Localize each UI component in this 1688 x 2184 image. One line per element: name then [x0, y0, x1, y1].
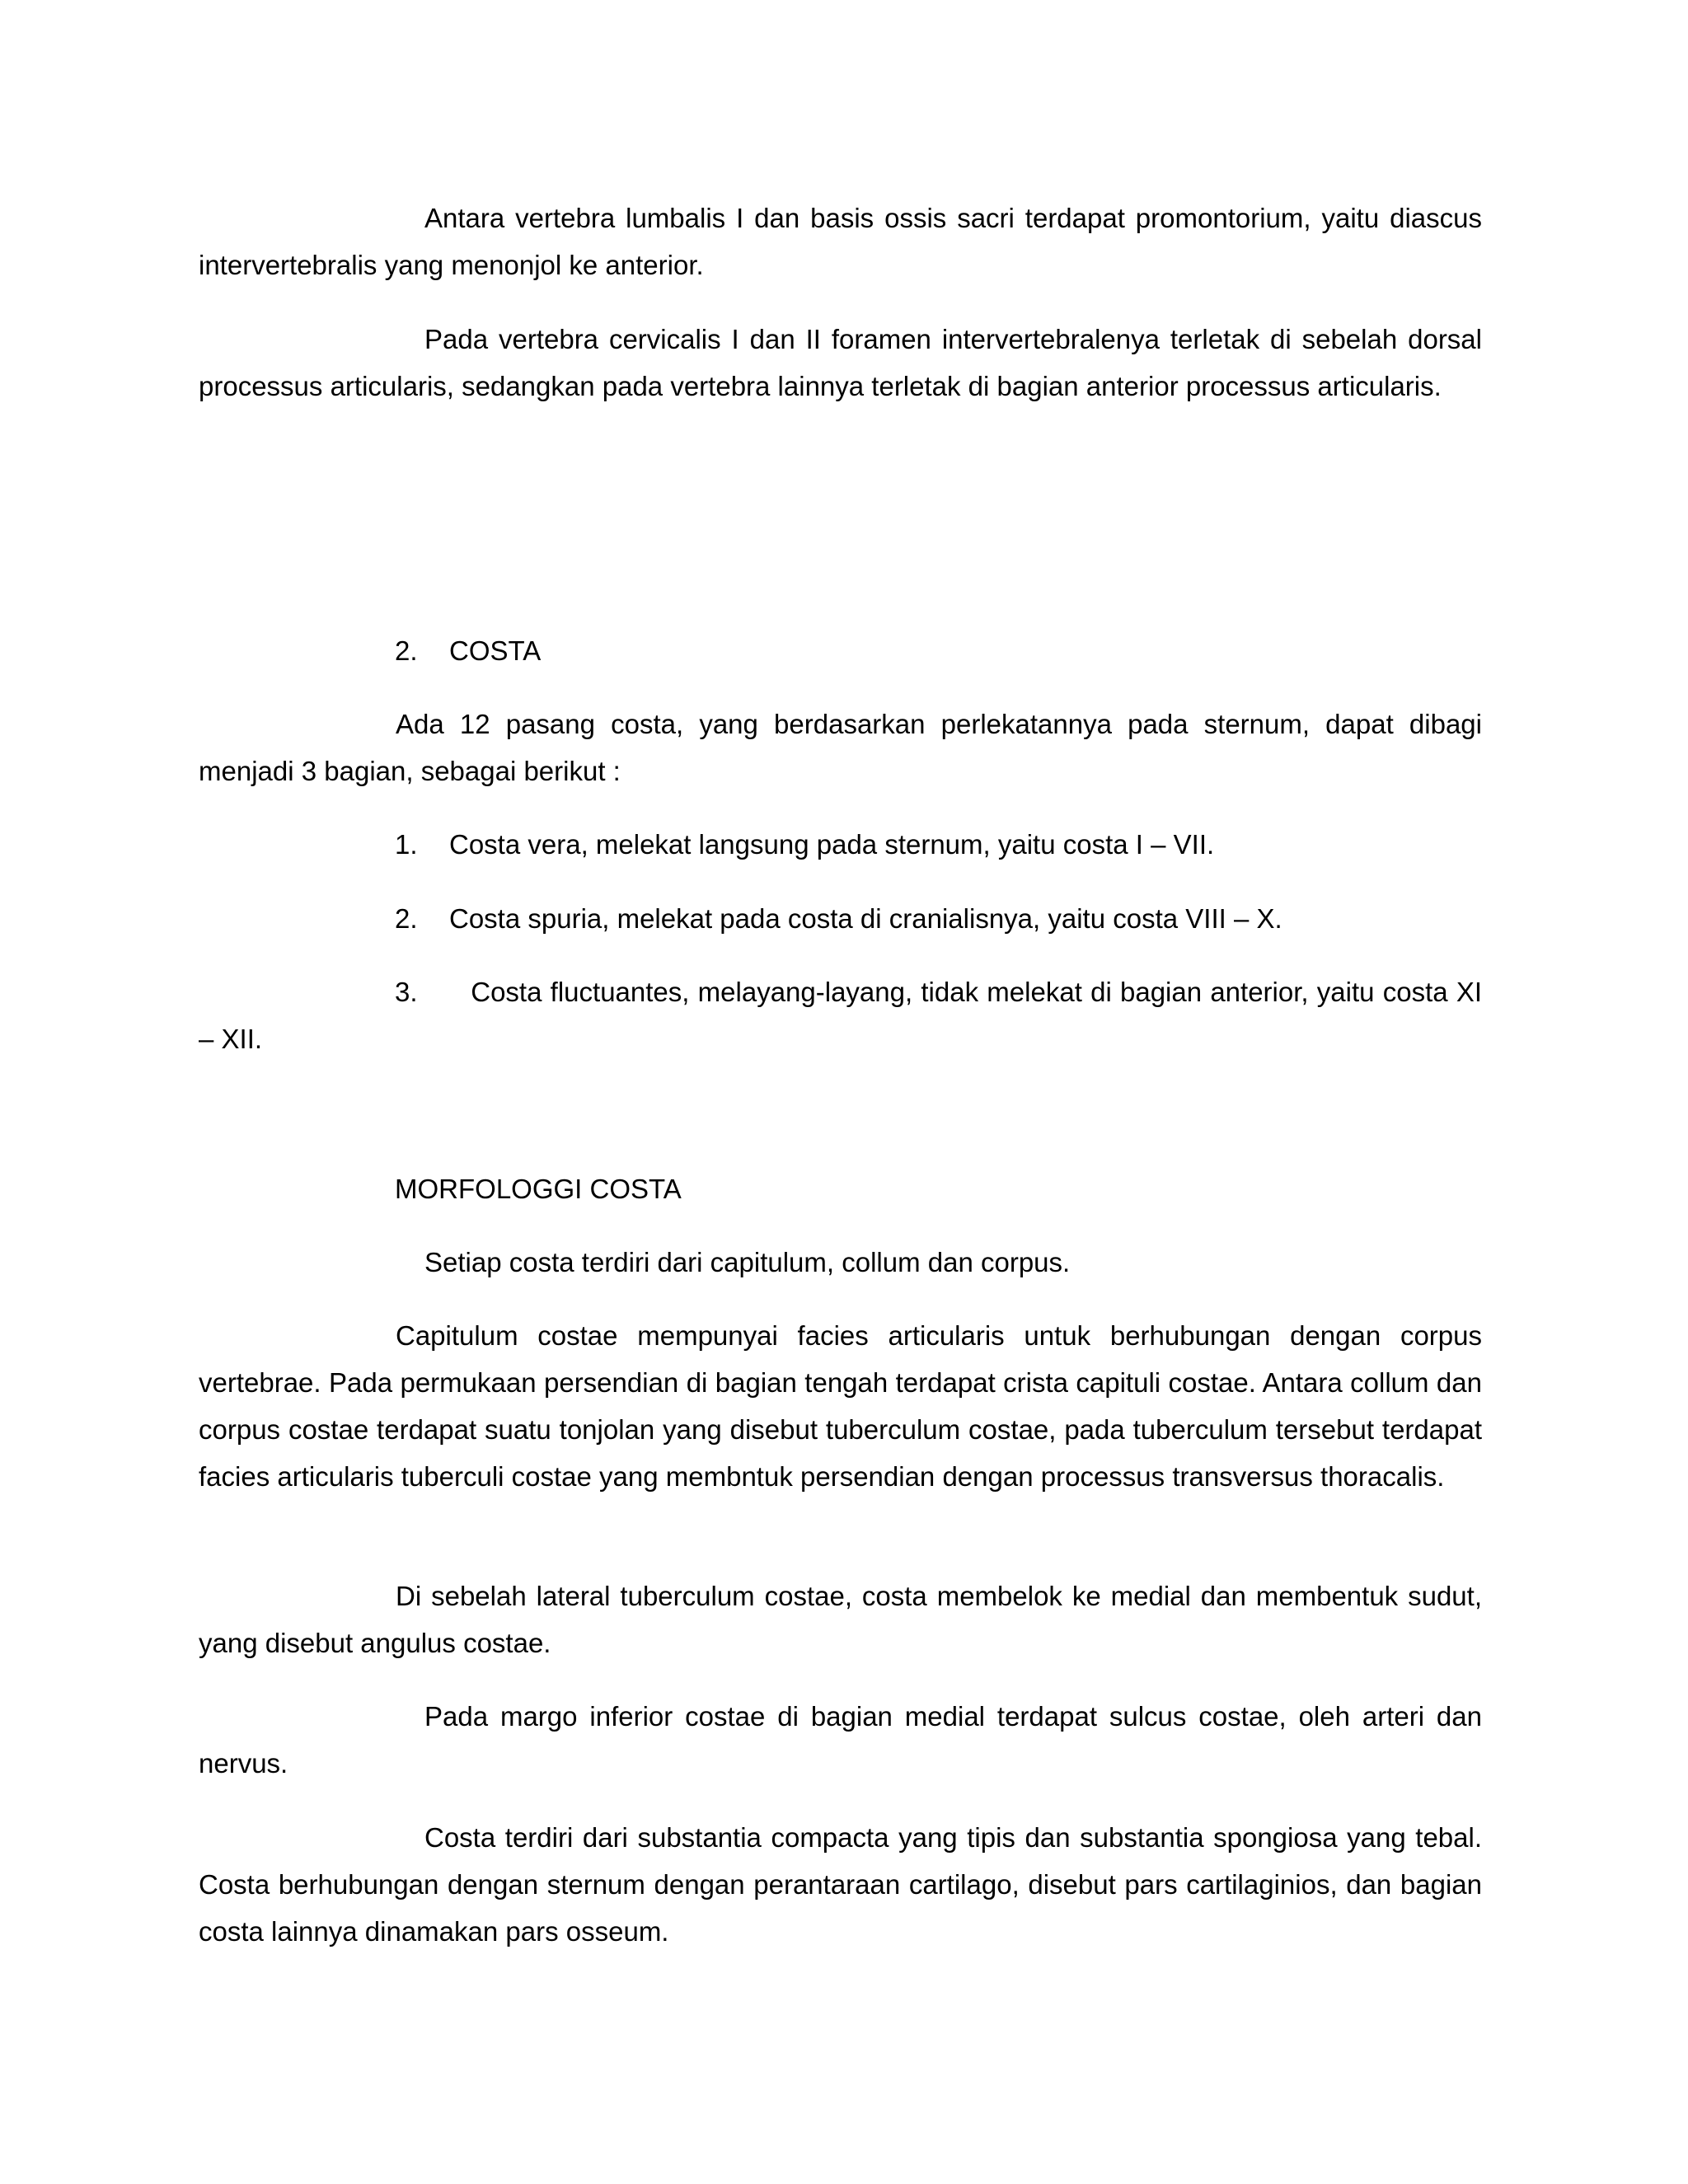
paragraph-substantia: Costa terdiri dari substantia compacta yang tipis dan substantia spongiosa yang tebal. Costa berhubungan dengan sternum dengan perantaraan cartilago, disebut pars cartilaginios, dan bagian costa lainnya dinamakan pars osseum. [199, 1822, 1482, 1947]
section-heading-costa [0, 627, 1688, 674]
section-number: 2. [395, 635, 418, 666]
list-item-text: Costa spuria, melekat pada costa di cranialisnya, yaitu costa VIII – X. [449, 903, 1282, 934]
paragraph-sulcus-costae: Pada margo inferior costae di bagian medial terdapat sulcus costae, oleh arteri dan nervus. [199, 1701, 1482, 1779]
list-item [0, 895, 1688, 942]
paragraph-capitulum-costae: Capitulum costae mempunyai facies articularis untuk berhubungan dengan corpus vertebrae. Pada permukaan persendian di bagian tengah terdapat crista capituli costae. Antara collum dan corpus costae terdapat suatu tonjolan yang disebut tuberculum costae, pada tuberculum tersebut terdapat facies articularis tuberculi costae yang membntuk persendian dengan processus transversus thoracalis. [199, 1320, 1482, 1492]
section-heading-morfologi: MORFOLOGGI COSTA [395, 1174, 682, 1204]
paragraph-setiap-costa: Setiap costa terdiri dari capitulum, collum dan corpus. [424, 1247, 1071, 1277]
paragraph-foramen-intervertebrale: Pada vertebra cervicalis I dan II foramen intervertebralenya terletak di sebelah dorsal processus articularis, sedangkan pada vertebra lainnya terletak di bagian anterior processus articularis. [199, 324, 1482, 401]
paragraph-promontorium: Antara vertebra lumbalis I dan basis ossis sacri terdapat promontorium, yaitu diascus intervertebralis yang menonjol ke anterior. [199, 203, 1482, 280]
list-item-number: 3. [395, 977, 418, 1007]
list-item-number: 2. [395, 903, 418, 934]
paragraph-pasang-costa: Ada 12 pasang costa, yang berdasarkan perlekatannya pada sternum, dapat dibagi menjadi 3 bagian, sebagai berikut : [199, 709, 1482, 786]
list-item-text: Costa fluctuantes, melayang-layang, tidak melekat di bagian anterior, yaitu costa XI – XII. [199, 977, 1490, 1054]
list-item-number: 1. [395, 829, 418, 860]
list-item [0, 968, 1688, 1067]
section-title: COSTA [449, 635, 542, 666]
list-item-text: Costa vera, melekat langsung pada sternum, yaitu costa I – VII. [449, 829, 1215, 860]
paragraph-angulus-costae: Di sebelah lateral tuberculum costae, costa membelok ke medial dan membentuk sudut, yang disebut angulus costae. [199, 1581, 1482, 1658]
list-item [0, 821, 1688, 868]
